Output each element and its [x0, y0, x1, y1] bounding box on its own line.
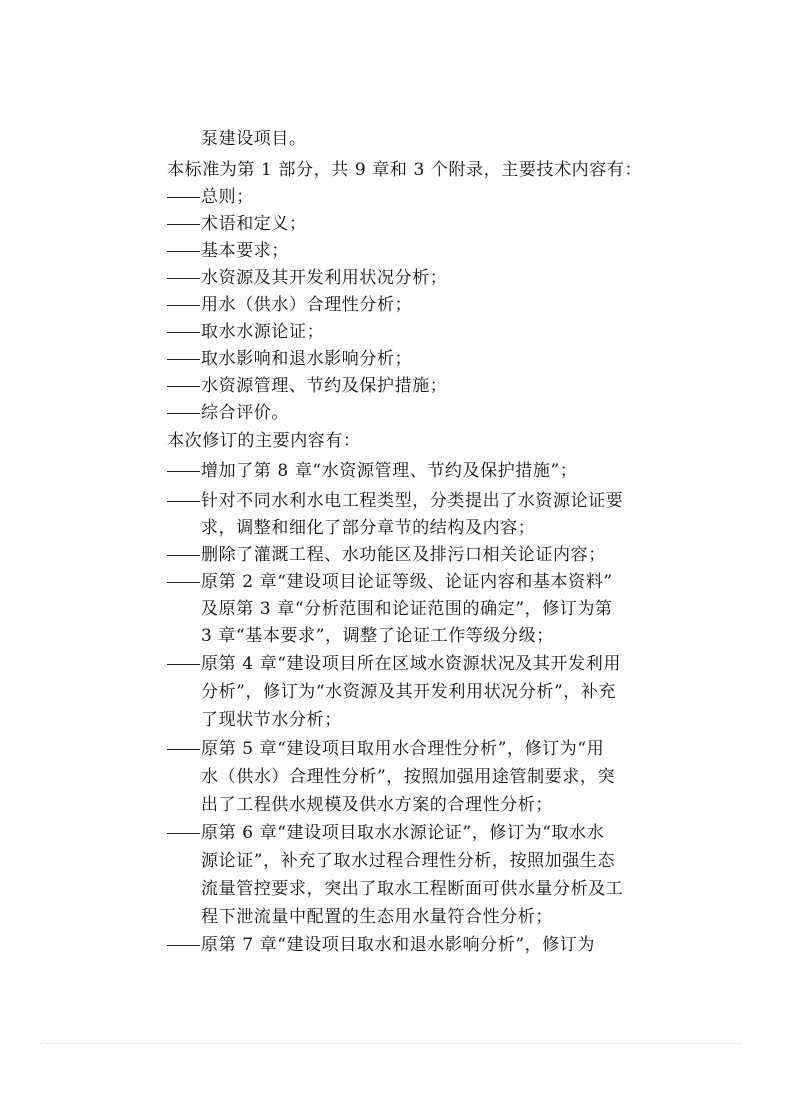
dash-marker — [167, 460, 201, 482]
list-item: 原第 7 章“建设项目取水和退水影响分析”，修订为 — [167, 934, 595, 956]
paragraph-line: 本次修订的主要内容有： — [167, 431, 361, 451]
list-item-continuation: 及原第 3 章“分析范围和论证范围的确定”，修订为第 — [201, 599, 613, 619]
dash-marker — [167, 186, 201, 208]
list-item: 用水（供水）合理性分析； — [167, 294, 412, 316]
dash-marker — [167, 571, 201, 593]
list-item-continuation: 3 章“基本要求”，调整了论证工作等级分级； — [201, 626, 554, 646]
dash-marker — [167, 738, 201, 760]
list-item: 术语和定义； — [167, 213, 307, 235]
dash-marker — [167, 240, 201, 262]
footer-divider — [40, 1043, 740, 1044]
dash-marker — [167, 822, 201, 844]
paragraph-line: 泵建设项目。 — [201, 129, 307, 149]
list-item: 原第 2 章“建设项目论证等级、论证内容和基本资料” — [167, 571, 613, 593]
list-item: 删除了灌溉工程、水功能区及排污口相关论证内容； — [167, 544, 606, 566]
dash-marker — [167, 490, 201, 512]
dash-marker — [167, 653, 201, 675]
list-item-continuation: 分析”，修订为“水资源及其开发利用状况分析”，补充 — [201, 682, 617, 702]
list-item-continuation: 程下泄流量中配置的生态用水量符合性分析； — [201, 907, 553, 927]
list-item: 取水影响和退水影响分析； — [167, 348, 412, 370]
list-item: 增加了第 8 章“水资源管理、节约及保护措施”； — [167, 460, 577, 482]
list-item: 水资源及其开发利用状况分析； — [167, 267, 447, 289]
dash-marker — [167, 321, 201, 343]
list-item: 原第 4 章“建设项目所在区域水资源状况及其开发利用 — [167, 653, 621, 675]
dash-marker — [167, 294, 201, 316]
list-item-continuation: 了现状节水分析； — [201, 710, 342, 730]
list-item: 针对不同水利水电工程类型，分类提出了水资源论证要 — [167, 490, 623, 512]
list-item: 原第 5 章“建设项目取用水合理性分析”，修订为“用 — [167, 738, 604, 760]
list-item: 取水水源论证； — [167, 321, 324, 343]
list-item: 基本要求； — [167, 240, 289, 262]
list-item-continuation: 水（供水）合理性分析”，按照加强用途管制要求，突 — [201, 767, 616, 787]
dash-marker — [167, 213, 201, 235]
list-item: 原第 6 章“建设项目取水水源论证”，修订为“取水水 — [167, 822, 604, 844]
list-item-continuation: 求，调整和细化了部分章节的结构及内容； — [201, 518, 536, 538]
dash-marker — [167, 267, 201, 289]
list-item: 综合评价。 — [167, 402, 289, 424]
dash-marker — [167, 934, 201, 956]
dash-marker — [167, 375, 201, 397]
dash-marker — [167, 348, 201, 370]
dash-marker — [167, 544, 201, 566]
list-item: 总则； — [167, 186, 254, 208]
list-item-continuation: 流量管控要求，突出了取水工程断面可供水量分析及工 — [201, 879, 624, 899]
paragraph-line: 本标准为第 1 部分，共 9 章和 3 个附录，主要技术内容有： — [167, 160, 643, 180]
list-item-continuation: 源论证”，补充了取水过程合理性分析，按照加强生态 — [201, 851, 616, 871]
list-item-continuation: 出了工程供水规模及供水方案的合理性分析； — [201, 795, 553, 815]
dash-marker — [167, 402, 201, 424]
list-item: 水资源管理、节约及保护措施； — [167, 375, 447, 397]
